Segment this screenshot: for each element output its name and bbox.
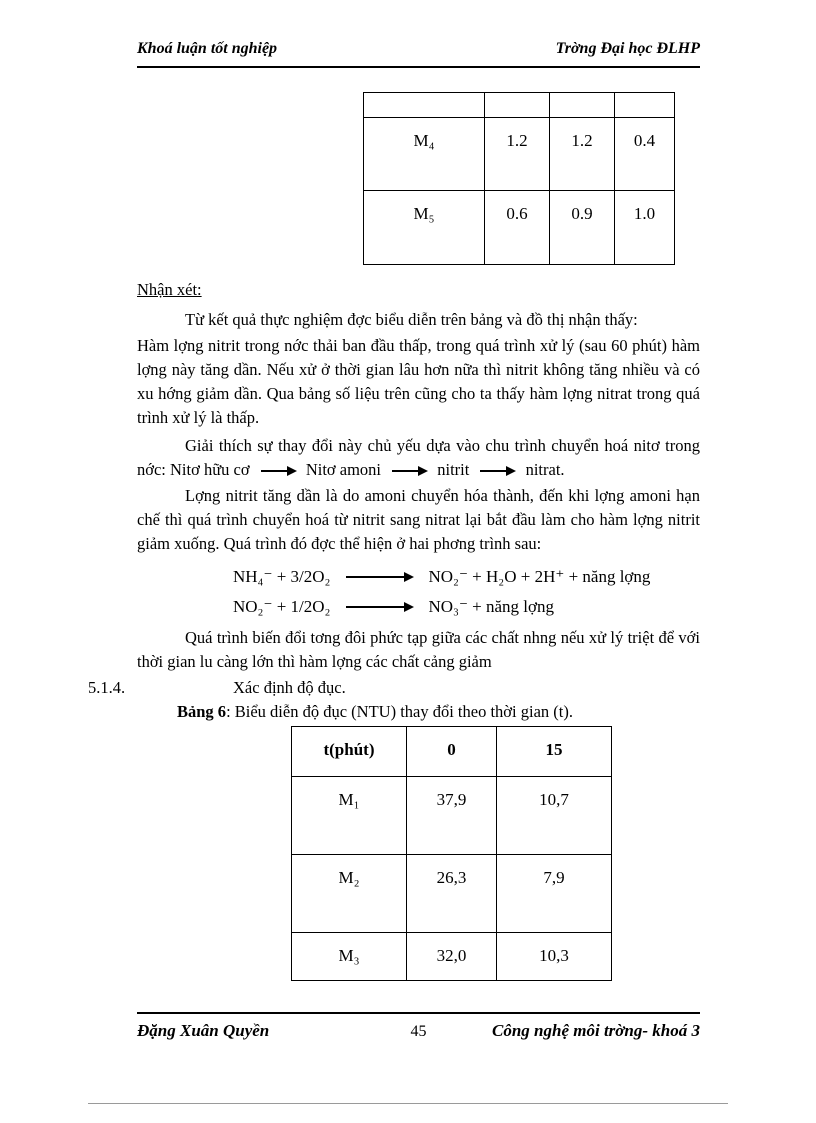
table-row [292, 933, 612, 981]
table-cell: 32,0 [407, 933, 497, 981]
table-header-row [292, 727, 612, 777]
row-label: M₁ [292, 777, 407, 855]
table-cell: 0.4 [615, 118, 675, 191]
footer-author: Đặng Xuân Quyền [137, 1021, 270, 1040]
flow-arrow-icon [261, 470, 295, 472]
table-cell: 10,7 [497, 777, 612, 855]
document-body [88, 92, 700, 981]
equation-right: NO₂⁻ + H₂O + 2H⁺ + năng lợng [428, 567, 651, 586]
table-cell: 1.2 [550, 118, 615, 191]
row-label: M₄ [364, 118, 485, 191]
row-label: M₂ [292, 855, 407, 933]
cycle-step: nitrat. [525, 460, 565, 479]
table-row [364, 191, 675, 265]
turbidity-table [291, 726, 612, 981]
caption-text: : Biểu diễn độ đục (NTU) thay đổi theo thời gian (t). [226, 702, 573, 721]
footer-right-text: Công nghệ môi trờng- khoá 3 [492, 1021, 700, 1040]
column-header: 15 [497, 727, 612, 777]
flow-arrow-icon [392, 470, 426, 472]
table-cell [615, 93, 675, 118]
table-cell: 26,3 [407, 855, 497, 933]
table-cell: 10,3 [497, 933, 612, 981]
section-number: 5.1.4. [88, 678, 126, 697]
conclusion-paragraph: Quá trình biến đổi tơng đôi phức tạp giữa các chất nhng nếu xử lý triệt để với thời gian lu càng lớn thì hàm lợng các chất cảng giảm [137, 628, 700, 671]
table-cell [550, 93, 615, 118]
row-label: M₃ [292, 933, 407, 981]
equation-left: NH₄⁻ + 3/2O₂ [233, 567, 331, 586]
header-left-title: Khoá luận tốt nghiệp [137, 40, 278, 57]
footer-page-number: 45 [410, 1023, 427, 1040]
table-row [292, 777, 612, 855]
table-cell [364, 93, 485, 118]
table-cell: 1.2 [485, 118, 550, 191]
reaction-arrow-icon [346, 606, 412, 608]
equation-block [137, 562, 700, 622]
table-cell: 7,9 [497, 855, 612, 933]
section-heading [88, 676, 700, 700]
nitrite-discussion-paragraph: Hàm lợng nitrit trong nớc thải ban đầu thấp, trong quá trình xử lý (sau 60 phút) hàm lợng này tăng dần. Nếu xử ở thời gian lâu hơn nữa thì nitrit không tăng nhiều và có xu hớng giảm dần. Qua bảng số liệu trên cũng cho ta thấy hàm lợng nitrat trong quá trình xử lý là thấp. [137, 336, 700, 427]
nitrit-nitrat-table [363, 92, 675, 265]
row-label: M₅ [364, 191, 485, 265]
nitrite-conversion-paragraph: Lợng nitrit tăng dần là do amoni chuyển hóa thành, đến khi lợng amoni hạn chế thì quá trình chuyển hoá từ nitrit sang nitrat lại bắt đầu làm cho hàm lợng nitrit giảm xuống. Quá trình đó đợc thể hiện ở hai phơng trình sau: [137, 486, 700, 553]
cycle-step: nitrit [437, 460, 470, 479]
results-summary-line: Từ kết quả thực nghiệm đợc biểu diễn trên bảng và đồ thị nhận thấy: [185, 310, 638, 329]
table-cell: 0.6 [485, 191, 550, 265]
cycle-step: Nitơ amoni [305, 460, 381, 479]
nitrogen-cycle-paragraph [137, 434, 700, 482]
table-cell: 1.0 [615, 191, 675, 265]
table-row [292, 855, 612, 933]
equation-row [233, 592, 700, 622]
page-bottom-rule [88, 1103, 728, 1104]
caption-label: Bảng 6 [177, 702, 227, 721]
equation-left: NO₂⁻ + 1/2O₂ [233, 597, 331, 616]
table-cell: 0.9 [550, 191, 615, 265]
header-right-title: Trờng Đại học ĐLHP [555, 40, 700, 57]
page-header [137, 40, 700, 68]
reaction-arrow-icon [346, 576, 412, 578]
table-row-empty [364, 93, 675, 118]
nitrogen-cycle-intro: Giải thích sự thay đổi này chủ yếu dựa vào chu trình chuyển hoá nitơ trong nớc: Nitơ hữu cơ [137, 436, 700, 479]
page-footer [137, 1012, 700, 1041]
equation-right: NO₃⁻ + năng lợng [428, 597, 555, 616]
note-heading: Nhận xét: [137, 280, 202, 299]
flow-arrow-icon [480, 470, 514, 472]
column-header: 0 [407, 727, 497, 777]
table-caption [137, 700, 700, 724]
table-cell [485, 93, 550, 118]
section-title: Xác định độ đục. [233, 678, 346, 697]
equation-row [233, 562, 700, 592]
column-header: t(phút) [292, 727, 407, 777]
table-row [364, 118, 675, 191]
table-cell: 37,9 [407, 777, 497, 855]
